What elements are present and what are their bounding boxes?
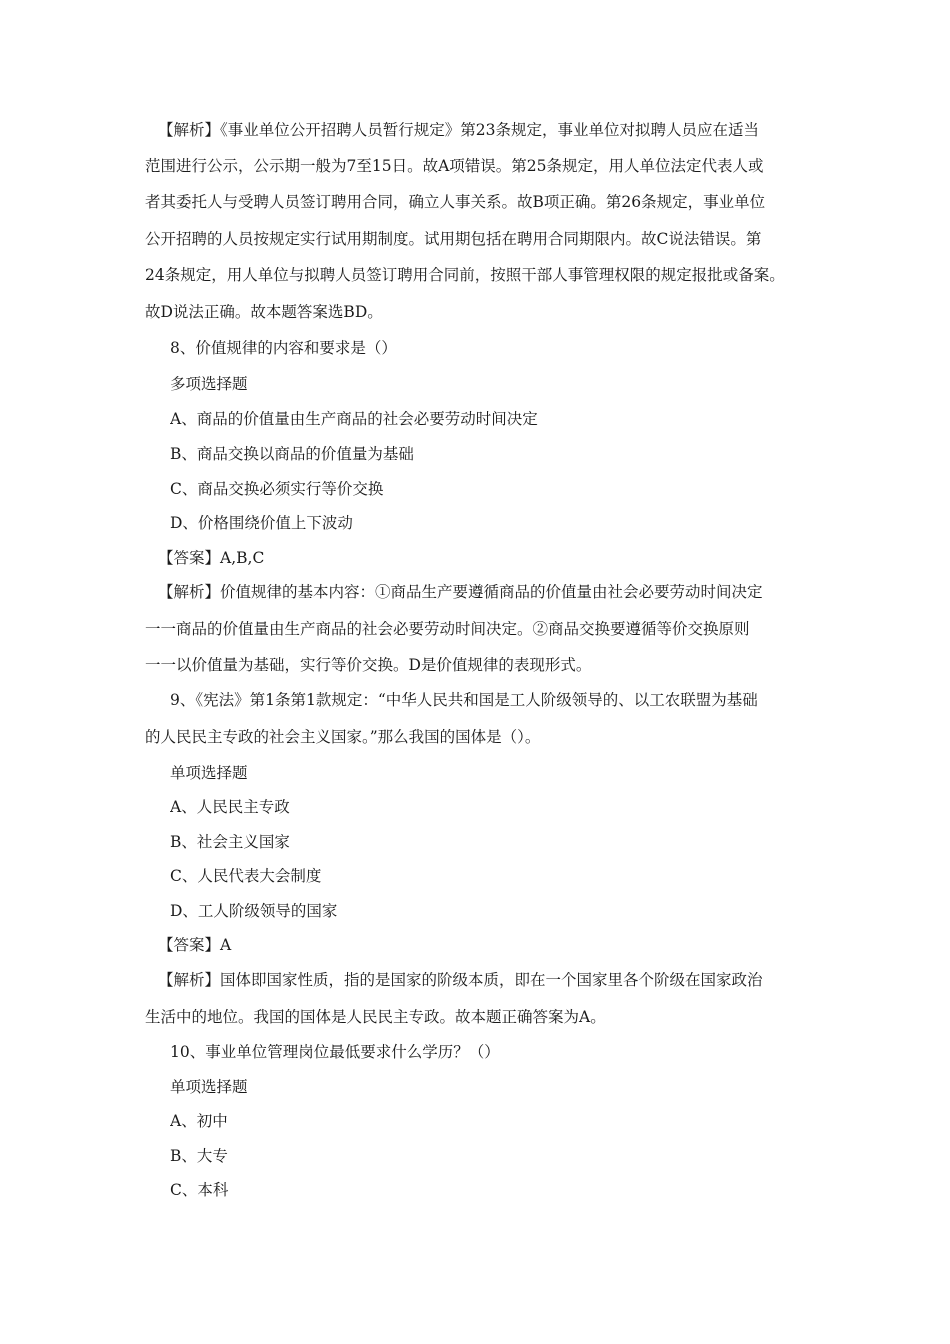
question-8-stem: 8、价值规律的内容和要求是（） — [170, 339, 397, 357]
explanation-7-line-5: 24条规定，用人单位与拟聘人员签订聘用合同前，按照干部人事管理权限的规定报批或备案。 — [145, 266, 785, 284]
explanation-9-line-1: 【解析】国体即国家性质，指的是国家的阶级本质，即在一个国家里各个阶级在国家政治 — [158, 971, 763, 989]
question-10-option-b: B、大专 — [170, 1147, 228, 1165]
question-9-option-d: D、工人阶级领导的国家 — [170, 902, 338, 920]
question-10-option-c: C、本科 — [170, 1181, 229, 1199]
explanation-7-line-3: 者其委托人与受聘人员签订聘用合同，确立人事关系。故B项正确。第26条规定，事业单位 — [145, 193, 766, 211]
question-9-option-a: A、人民民主专政 — [170, 798, 290, 816]
explanation-9-line-2: 生活中的地位。我国的国体是人民民主专政。故本题正确答案为A。 — [145, 1008, 606, 1026]
explanation-7-line-4: 公开招聘的人员按规定实行试用期制度。试用期包括在聘用合同期限内。故C说法错误。第 — [145, 230, 762, 248]
question-9-stem-line-1: 9、《宪法》第1条第1款规定：“中华人民共和国是工人阶级领导的、以工农联盟为基础 — [170, 691, 758, 709]
question-8-type: 多项选择题 — [170, 375, 248, 393]
question-8-option-a: A、商品的价值量由生产商品的社会必要劳动时间决定 — [170, 410, 538, 428]
question-8-option-c: C、商品交换必须实行等价交换 — [170, 480, 384, 498]
explanation-7-line-6: 故D说法正确。故本题答案选BD。 — [145, 303, 383, 321]
question-9-type: 单项选择题 — [170, 764, 248, 782]
question-10-stem: 10、事业单位管理岗位最低要求什么学历？（） — [170, 1043, 500, 1061]
question-8-option-b: B、商品交换以商品的价值量为基础 — [170, 445, 414, 463]
question-10-option-a: A、初中 — [170, 1112, 228, 1130]
explanation-7-line-1: 【解析】《事业单位公开招聘人员暂行规定》第23条规定，事业单位对拟聘人员应在适当 — [158, 121, 759, 139]
question-9-option-b: B、社会主义国家 — [170, 833, 290, 851]
question-9-option-c: C、人民代表大会制度 — [170, 867, 322, 885]
question-9-answer: 【答案】A — [158, 936, 232, 954]
question-10-type: 单项选择题 — [170, 1078, 248, 1096]
question-8-option-d: D、价格围绕价值上下波动 — [170, 514, 353, 532]
explanation-8-line-2: 一一商品的价值量由生产商品的社会必要劳动时间决定。②商品交换要遵循等价交换原则 — [145, 620, 750, 638]
question-8-answer: 【答案】A,B,C — [158, 549, 265, 567]
question-9-stem-line-2: 的人民民主专政的社会主义国家。”那么我国的国体是（）。 — [145, 728, 541, 746]
explanation-7-line-2: 范围进行公示，公示期一般为7至15日。故A项错误。第25条规定，用人单位法定代表人或 — [145, 157, 764, 175]
explanation-8-line-1: 【解析】价值规律的基本内容：①商品生产要遵循商品的价值量由社会必要劳动时间决定 — [158, 583, 763, 601]
explanation-8-line-3: 一一以价值量为基础，实行等价交换。D是价值规律的表现形式。 — [145, 656, 592, 674]
